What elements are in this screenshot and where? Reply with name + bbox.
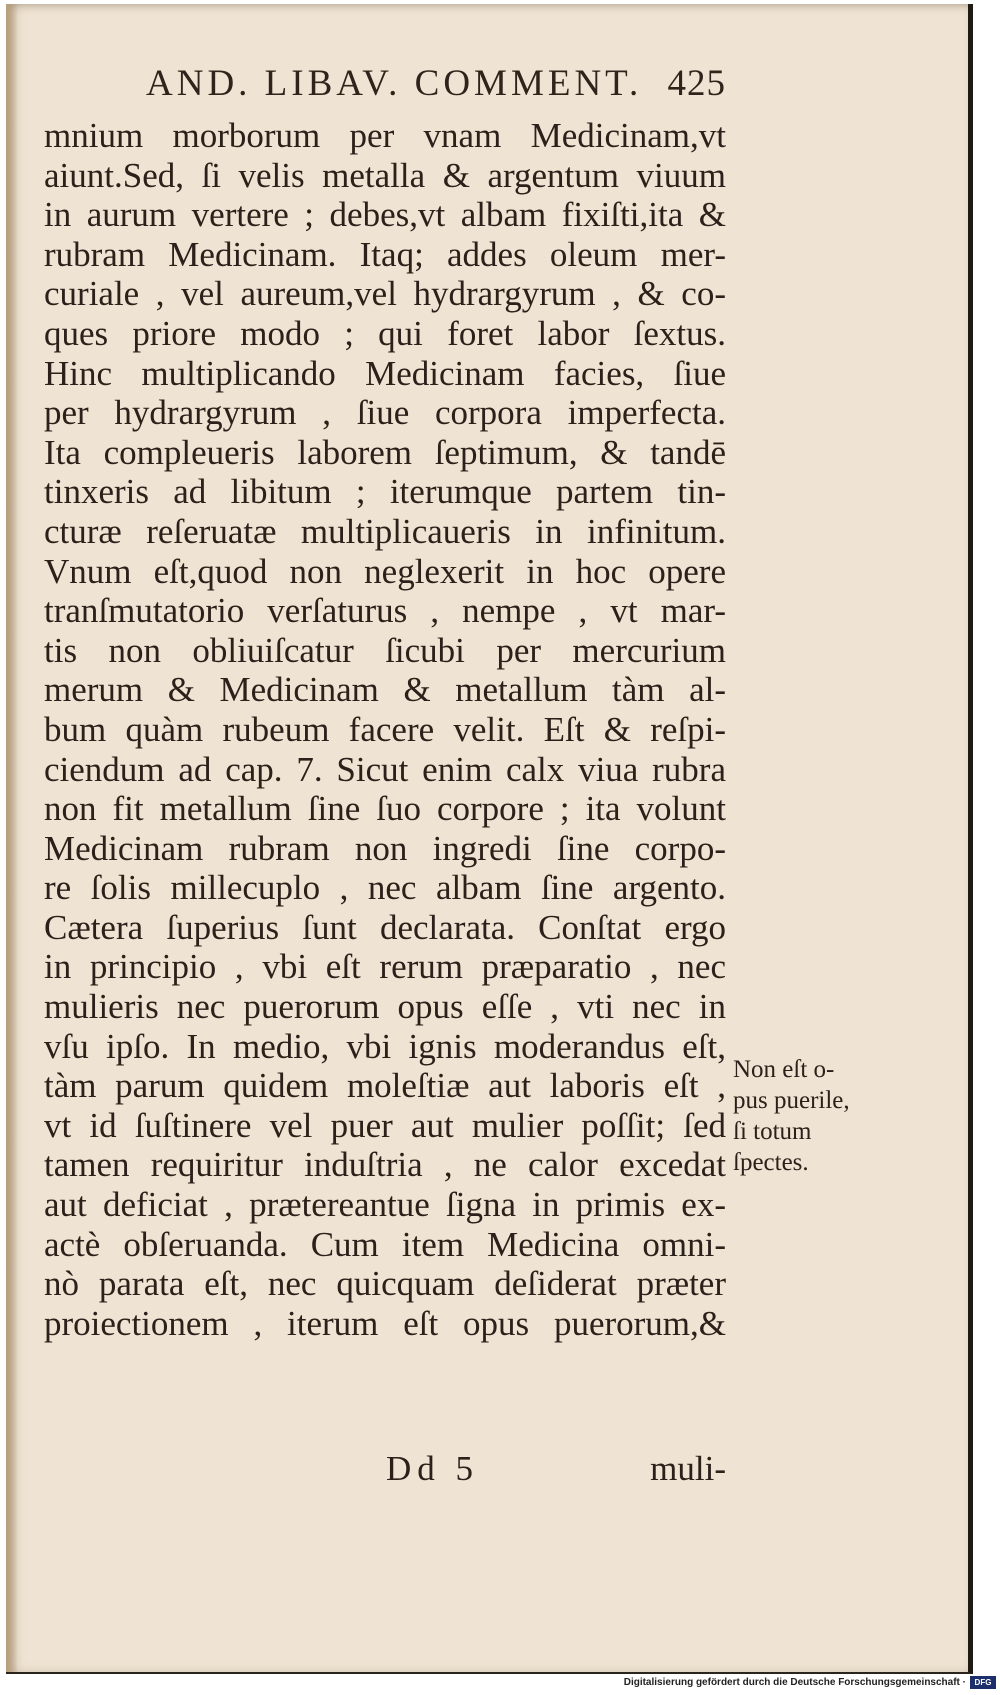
text-line: ques priore modo ; qui foret labor ſextus. — [44, 313, 726, 353]
text-line: proiectionem , iterum eſt opus puerorum,& — [44, 1303, 726, 1343]
text-line: tinxeris ad libitum ; iterumque partem tin- — [44, 472, 726, 512]
text-line: non fit metallum ſine ſuo corpore ; ita volunt — [44, 789, 726, 829]
text-line: per hydrargyrum , ſiue corpora imperfecta. — [44, 393, 726, 433]
running-title: AND. LIBAV. COMMENT. — [146, 63, 643, 104]
marginal-line: ſi totum — [733, 1118, 812, 1145]
signature-mark: Dd 5 — [386, 1449, 480, 1488]
marginal-line: pus puerile, — [733, 1087, 850, 1114]
text-line: aut deficiat , prætereantue ſigna in primis ex- — [44, 1185, 726, 1225]
text-line: tis non obliuiſcatur ſicubi per mercurium — [44, 630, 726, 670]
text-line: vſu ipſo. In medio, vbi ignis moderandus eſt, — [44, 1026, 726, 1066]
text-line: actè obſeruanda. Cum item Medicina omni- — [44, 1224, 726, 1264]
text-line: Vnum eſt,quod non neglexerit in hoc opere — [44, 551, 726, 591]
text-line: nò parata eſt, nec quicquam deſiderat præter — [44, 1264, 726, 1304]
text-line: rubram Medicinam. Itaq; addes oleum mer- — [44, 234, 726, 274]
text-line: ciendum ad cap. 7. Sicut enim calx viua rubra — [44, 749, 726, 789]
marginal-note — [733, 1054, 903, 1178]
page-number: 425 — [667, 63, 726, 104]
text-line: in aurum vertere ; debes,vt albam fixiſti,ita & — [44, 195, 726, 235]
catchword: muli- — [650, 1449, 726, 1488]
text-line: vt id ſuſtinere vel puer aut mulier poſſit; ſed — [44, 1105, 726, 1145]
marginal-line: Non eſt o- — [733, 1056, 835, 1083]
marginal-line: ſpectes. — [733, 1149, 809, 1176]
text-line: tàm parum quidem moleſtiæ aut laboris eſt , — [44, 1066, 726, 1106]
text-line: Medicinam rubram non ingredi ſine corpo- — [44, 828, 726, 868]
body-text — [44, 116, 726, 1343]
text-line: bum quàm rubeum facere velit. Eſt & reſpi- — [44, 709, 726, 749]
text-line: mnium morborum per vnam Medicinam,vt — [44, 116, 726, 155]
text-line: tranſmutatorio verſaturus , nempe , vt mar- — [44, 591, 726, 631]
text-line: tamen requiritur induſtria , ne calor excedat — [44, 1145, 726, 1185]
digitization-credit: Digitalisierung gefördert durch die Deutsche Forschungsgemeinschaft · — [623, 1677, 966, 1688]
book-page — [6, 4, 973, 1674]
text-line: Hinc multiplicando Medicinam facies, ſiue — [44, 353, 726, 393]
text-line: aiunt.Sed, ſi velis metalla & argentum viuum — [44, 155, 726, 195]
text-line: re ſolis millecuplo , nec albam ſine argento. — [44, 868, 726, 908]
text-line: Cætera ſuperius ſunt declarata. Conſtat ergo — [44, 907, 726, 947]
text-line: in principio , vbi eſt rerum præparatio , nec — [44, 947, 726, 987]
dfg-logo-icon: DFG — [970, 1676, 996, 1689]
text-line: cturæ reſeruatæ multiplicaueris in infinitum. — [44, 511, 726, 551]
running-head — [146, 62, 726, 105]
text-line: merum & Medicinam & metallum tàm al- — [44, 670, 726, 710]
text-line: Ita compleueris laborem ſeptimum, & tandē — [44, 432, 726, 472]
text-line: mulieris nec puerorum opus eſſe , vti nec in — [44, 987, 726, 1027]
text-line: curiale , vel aureum,vel hydrargyrum , & co- — [44, 274, 726, 314]
